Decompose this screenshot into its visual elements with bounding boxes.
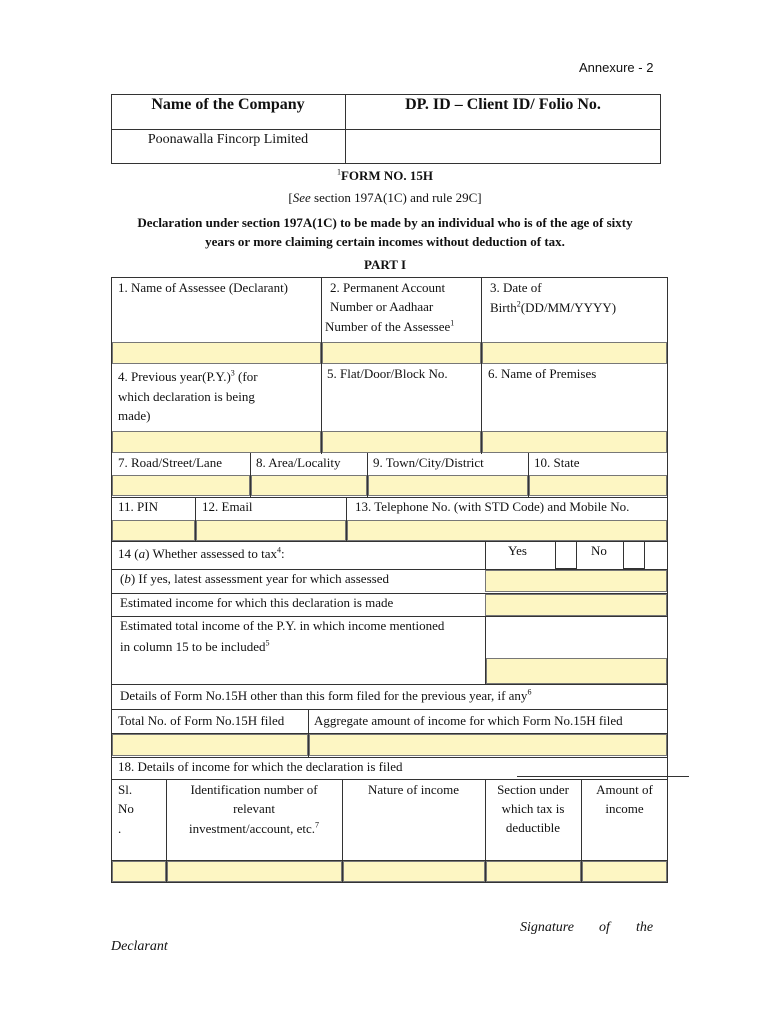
col-amount-label-1: Amount of — [596, 782, 653, 797]
field-17a-label: Total No. of Form No.15H filed — [118, 713, 285, 728]
field-16-label-2: in column 15 to be included$^5$ — [120, 638, 270, 654]
col-sl-label-1: Sl. — [118, 782, 133, 797]
col-amount-label-2: income — [605, 801, 644, 816]
field-16-label-1: Estimated total income of the P.Y. in which income mentioned — [120, 618, 445, 633]
premises-input[interactable] — [482, 431, 667, 453]
pin-input[interactable] — [112, 520, 195, 541]
field-9-label: 9. Town/City/District — [373, 455, 484, 470]
field-15-label: Estimated income for which this declaration is made — [120, 595, 394, 610]
field-4-label-2: which declaration is being — [118, 389, 255, 404]
field-3-label-2: Birth$^2$(DD/MM/YYYY) — [490, 299, 617, 315]
col-id-label-1: Identification number of — [190, 782, 318, 797]
town-input[interactable] — [368, 475, 528, 496]
total-forms-input[interactable] — [112, 734, 308, 756]
telephone-input[interactable] — [347, 520, 667, 541]
folio-field[interactable] — [346, 131, 660, 163]
field-7-label: 7. Road/Street/Lane — [118, 455, 222, 470]
field-18-label: 18. Details of income for which the declaration is filed — [118, 759, 403, 774]
field-3-label-1: 3. Date of — [490, 280, 542, 295]
flat-door-input[interactable] — [322, 431, 481, 453]
total-income-input[interactable] — [486, 658, 667, 684]
field-12-label: 12. Email — [202, 499, 253, 514]
state-input[interactable] — [529, 475, 667, 496]
field-2-label-1: 2. Permanent Account — [330, 280, 446, 295]
field-2-label-3: Number of the Assessee$^1$ — [325, 318, 455, 334]
signature-word-2: of — [599, 920, 610, 935]
company-name-header: Name of the Company — [151, 96, 305, 113]
col-id-label-3: investment/account, etc.$^7$ — [189, 820, 319, 836]
company-name-value: Poonawalla Fincorp Limited — [147, 132, 309, 147]
declaration-line-1: Declaration under section 197A(1C) to be made by an individual who is of the age of sixty — [137, 215, 633, 230]
field-5-label: 5. Flat/Door/Block No. — [327, 366, 448, 381]
col-section-label-2: which tax is — [501, 801, 565, 816]
form-title: $^1$FORM NO. 15H — [336, 167, 434, 183]
field-13-label: 13. Telephone No. (with STD Code) and Mobile No. — [355, 499, 630, 514]
section-input[interactable] — [486, 861, 581, 882]
amount-input[interactable] — [582, 861, 667, 882]
field-4-label-1: 4. Previous $year(P.Y.)^3$ (for — [118, 368, 258, 384]
signature-word-3: the — [636, 920, 654, 935]
aggregate-amount-input[interactable] — [309, 734, 667, 756]
field-10-label: 10. State — [534, 455, 580, 470]
field-4-label-3: made) — [118, 408, 151, 423]
field-17b-label: Aggregate amount of income for which Form No.15H filed — [314, 713, 623, 728]
form-subtitle: [See section 197A(1C) and rule 29C] — [288, 190, 482, 205]
identification-number-input[interactable] — [167, 861, 342, 882]
dob-input[interactable] — [482, 342, 667, 364]
assessee-name-input[interactable] — [112, 342, 321, 364]
col-section-label-1: Section under — [497, 782, 569, 797]
col-sl-label-3: . — [118, 821, 122, 836]
estimated-income-input[interactable] — [485, 594, 667, 616]
email-input[interactable] — [196, 520, 346, 541]
field-17-label: Details of Form No.15H other than this form filed for the previous year, if any$^6$ — [120, 687, 532, 703]
field-2-label-2: Number or Aadhaar — [330, 299, 434, 314]
field-14b-label: (b) If yes, latest assessment year for which assessed — [120, 571, 389, 586]
field-6-label: 6. Name of Premises — [488, 366, 597, 381]
previous-year-input[interactable] — [112, 431, 321, 453]
assessment-year-input[interactable] — [485, 570, 667, 592]
signature-word-1: Signature — [520, 920, 574, 935]
signature-word-4: Declarant — [111, 939, 168, 954]
nature-of-income-input[interactable] — [343, 861, 485, 882]
road-input[interactable] — [112, 475, 250, 496]
pan-aadhaar-input[interactable] — [322, 342, 481, 364]
col-nature-label: Nature of income — [368, 782, 459, 797]
col-id-label-2: relevant — [233, 801, 275, 816]
field-1-label: 1. Name of Assessee (Declarant) — [118, 280, 289, 295]
no-label: No — [591, 543, 607, 558]
col-section-label-3: deductible — [505, 820, 561, 835]
area-input[interactable] — [251, 475, 367, 496]
field-14a-label: 14 (a) Whether assessed to tax$^4$: — [118, 545, 285, 561]
yes-label: Yes — [508, 543, 527, 558]
part-heading: PART I — [363, 257, 407, 272]
field-8-label: 8. Area/Locality — [256, 455, 341, 470]
no-checkbox[interactable] — [623, 541, 645, 569]
folio-header: DP. ID – Client ID/ Folio No. — [405, 96, 601, 113]
yes-checkbox[interactable] — [555, 541, 577, 569]
col-sl-label-2: No — [118, 801, 134, 816]
field-11-label: 11. PIN — [118, 499, 158, 514]
declaration-line-2: years or more claiming certain incomes without deduction of tax. — [205, 234, 565, 249]
sl-no-input[interactable] — [112, 861, 166, 882]
annexure-label: Annexure - 2 — [579, 60, 654, 75]
